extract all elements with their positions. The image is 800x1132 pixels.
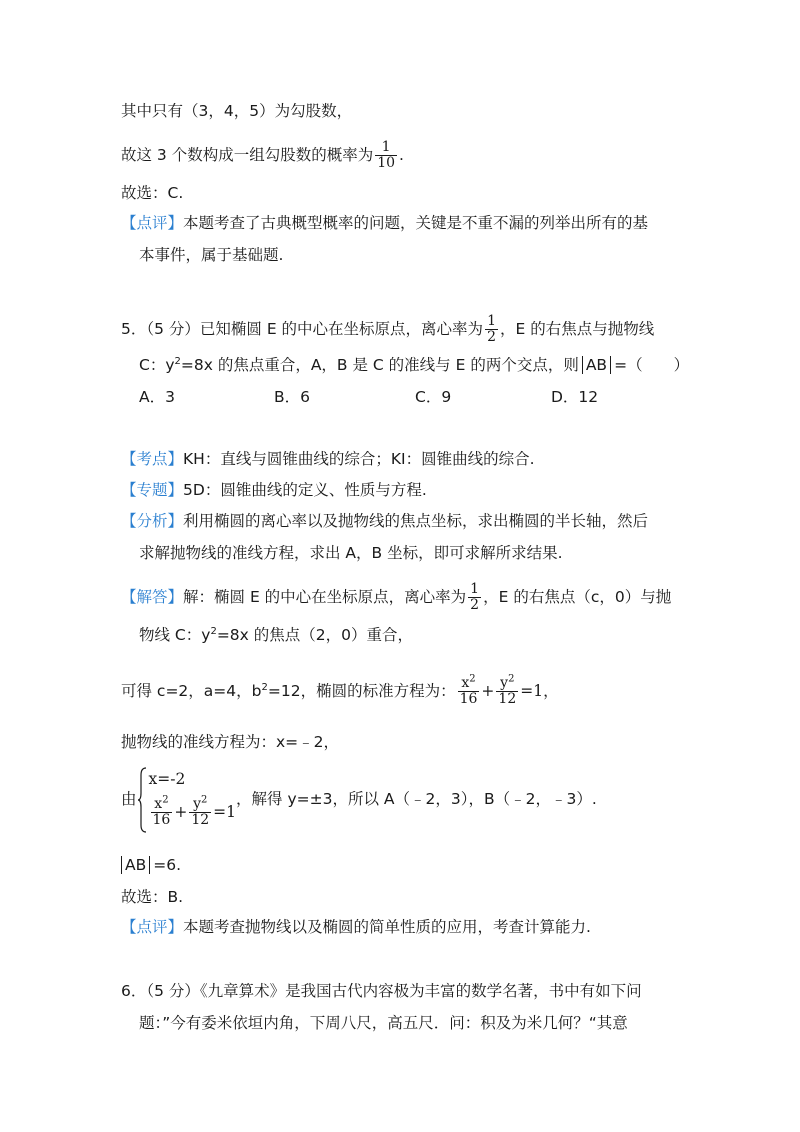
answer-line: 故选：C.	[121, 184, 184, 202]
zhuanti-line: 【专题】5D：圆锥曲线的定义、性质与方程.	[121, 481, 427, 499]
tag-label: 【考点】	[121, 450, 184, 468]
fraction: $\frac{y^2}{12}$	[498, 673, 517, 707]
tag-label: 【点评】	[121, 918, 184, 936]
fenxi-line: 【分析】利用椭圆的离心率以及抛物线的焦点坐标，求出椭圆的半长轴，然后	[121, 512, 649, 530]
jieda-line: 物线 C：$y^2=8x$ 的焦点（2，0）重合，	[139, 625, 413, 644]
option-b: B．6	[274, 388, 310, 406]
solution-step: 由 x=-2 $\frac{x^2}{16}$ + $\frac{y^2}{12}$ =1 ，解得 y=±3，所以 A（﹣2，3），B（﹣2，﹣3）.	[121, 766, 597, 833]
review-line: 【点评】本题考查抛物线以及椭圆的简单性质的应用，考查计算能力.	[121, 918, 591, 936]
kaodian-line: 【考点】KH：直线与圆锥曲线的综合；KI：圆锥曲线的综合.	[121, 450, 535, 468]
tag-label: 【解答】	[121, 588, 184, 606]
fraction: $\frac{y^2}{12}$	[191, 794, 210, 828]
fenxi-line: 求解抛物线的准线方程，求出 A，B 坐标，即可求解所求结果.	[139, 544, 563, 562]
solution-step: AB =6.	[118, 854, 181, 876]
abs-value: AB	[121, 856, 150, 874]
fraction: $\frac{1}{2}$	[487, 313, 496, 345]
question-5-line2: C：$y^2=8x$ 的焦点重合，A，B 是 C 的准线与 E 的两个交点，则 AB =（ ）	[139, 355, 690, 374]
fraction: $\frac{x^2}{16}$	[152, 794, 171, 828]
option-c: C．9	[415, 388, 452, 406]
brace-icon	[137, 767, 147, 833]
question-5-head: 5．（5 分）已知椭圆 E 的中心在坐标原点，离心率为 $\frac{1}{2}$ ，E 的右焦点与抛物线	[121, 313, 655, 345]
text-line: 其中只有（3，4，5）为勾股数，	[121, 102, 353, 120]
review-line: 本事件，属于基础题.	[139, 246, 284, 264]
fraction: $\frac{1}{2}$	[470, 581, 480, 613]
solution-step: 可得 c=2，a=4，$b^2=12$，椭圆的标准方程为： $\frac{x^2}{16}$ + $\frac{y^2}{12}$ =1，	[121, 673, 559, 707]
answer-line: 故选：B.	[121, 888, 184, 906]
solution-step: 抛物线的准线方程为：x=﹣2，	[121, 733, 340, 751]
option-a: A．3	[139, 388, 175, 406]
abs-value: AB	[582, 356, 611, 374]
tag-label: 【分析】	[121, 512, 184, 530]
fraction: $\frac{x^2}{16}$	[459, 673, 478, 707]
option-d: D．12	[551, 388, 599, 406]
review-line: 【点评】本题考查了古典概型概率的问题，关键是不重不漏的列举出所有的基	[121, 214, 649, 232]
tag-label: 【专题】	[121, 481, 184, 499]
jieda-line: 【解答】解：椭圆 E 的中心在坐标原点，离心率为 $\frac{1}{2}$ ，E 的右焦点（c，0）与抛	[121, 581, 672, 613]
text-line: 故这 3 个数构成一组勾股数的概率为 $\frac{1}{10}$ .	[121, 139, 404, 171]
equation-system: x=-2 $\frac{x^2}{16}$ + $\frac{y^2}{12}$ =1	[137, 767, 237, 833]
question-6-line: 6．（5 分）《九章算术》是我国古代内容极为丰富的数学名著，书中有如下问	[121, 982, 642, 1000]
tag-label: 【点评】	[121, 214, 184, 232]
fraction: $\frac{1}{10}$	[377, 139, 396, 171]
question-6-line: 题：”今有委米依垣内角，下周八尺，高五尺．问：积及为米几何？“其意	[139, 1014, 628, 1032]
